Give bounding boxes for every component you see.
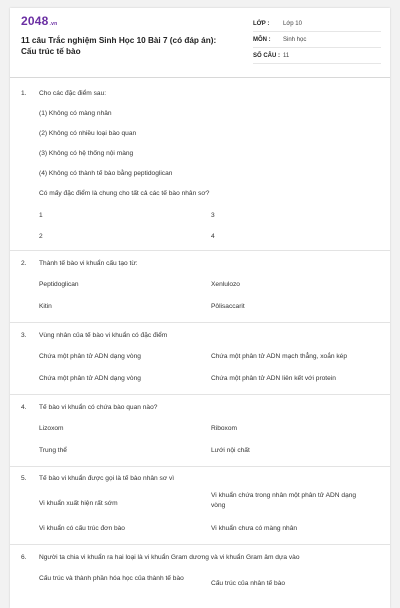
question-text: Tế bào vi khuẩn được gọi là tế bào nhân sơ vì — [39, 475, 175, 482]
answer-option-a[interactable]: 1 — [39, 212, 43, 219]
answer-option-a[interactable]: Lizoxom — [39, 425, 64, 432]
question-number: 4. — [21, 404, 27, 411]
question-text: Cho các đặc điểm sau: — [39, 90, 107, 97]
answer-option-b[interactable]: Xenlulozo — [211, 281, 240, 288]
logo-suffix: .vn — [49, 21, 58, 27]
answer-option-b[interactable]: Cấu trúc của nhân tế bào — [211, 580, 286, 587]
logo-text: 2048 — [21, 14, 49, 28]
meta-row-subject — [253, 32, 381, 48]
question-divider — [10, 544, 390, 545]
statement-line: (4) Không có thành tế bào bằng peptidoglican — [39, 170, 173, 177]
header-divider — [10, 77, 390, 78]
meta-key: MÔN : — [253, 36, 271, 43]
statement-line: (2) Không có nhiều loại bào quan — [39, 130, 137, 137]
question-number: 3. — [21, 332, 27, 339]
meta-table — [253, 16, 381, 64]
meta-row-class — [253, 16, 381, 32]
page-title: 11 câu Trắc nghiệm Sinh Học 10 Bài 7 (có đáp án): Cấu trúc tế bào — [21, 36, 217, 56]
question-divider — [10, 250, 390, 251]
answer-option-d[interactable]: Vi khuẩn chưa có màng nhân — [211, 525, 298, 532]
document-page — [10, 8, 390, 608]
question-divider — [10, 466, 390, 467]
document-header — [10, 8, 390, 72]
answer-option-c[interactable]: Kitin — [39, 303, 52, 310]
question-number: 1. — [21, 90, 27, 97]
answer-option-b[interactable]: Riboxom — [211, 425, 238, 432]
answer-option-d[interactable]: Chứa một phân tử ADN liên kết với protein — [211, 375, 336, 382]
meta-key: LỚP : — [253, 20, 270, 27]
answer-option-b[interactable]: 3 — [211, 212, 215, 219]
answer-option-b[interactable]: Vi khuẩn chứa trong nhân một phân tử ADN dạng vòng — [211, 492, 357, 509]
meta-value: 11 — [283, 52, 290, 59]
question-divider — [10, 394, 390, 395]
answer-option-a[interactable]: Chứa một phân tử ADN dạng vòng — [39, 353, 141, 360]
statement-line: Có mấy đặc điểm là chung cho tất cả các tế bào nhân sơ? — [39, 190, 210, 197]
answer-option-c[interactable]: Trung thể — [39, 447, 67, 454]
statement-line: (3) Không có hệ thống nội màng — [39, 150, 134, 157]
meta-row-count — [253, 48, 381, 64]
question-text: Vùng nhân của tế bào vi khuẩn có đặc điểm — [39, 332, 168, 339]
question-number: 5. — [21, 475, 27, 482]
question-divider — [10, 322, 390, 323]
answer-option-c[interactable]: Chứa một phân tử ADN dạng vòng — [39, 375, 141, 382]
meta-value: Lớp 10 — [283, 20, 302, 27]
site-logo[interactable] — [21, 14, 57, 28]
question-text: Người ta chia vi khuẩn ra hai loại là vi khuẩn Gram dương và vi khuẩn Gram âm dựa vào — [39, 554, 300, 561]
answer-option-d[interactable]: 4 — [211, 233, 215, 240]
statement-line: (1) Không có màng nhân — [39, 110, 112, 117]
answer-option-a[interactable]: Vi khuẩn xuất hiện rất sớm — [39, 500, 118, 507]
answer-option-b[interactable]: Chứa một phân tử ADN mạch thẳng, xoắn kép — [211, 353, 348, 360]
question-number: 6. — [21, 554, 27, 561]
answer-option-c[interactable]: Vi khuẩn có cấu trúc đơn bào — [39, 525, 125, 532]
answer-option-a[interactable]: Cấu trúc và thành phần hóa học của thành tế bào — [39, 575, 184, 582]
answer-option-c[interactable]: 2 — [39, 233, 43, 240]
answer-option-a[interactable]: Peptidoglican — [39, 281, 79, 288]
meta-key: SỐ CÂU : — [253, 52, 280, 59]
question-text: Tế bào vi khuẩn có chứa bào quan nào? — [39, 404, 158, 411]
answer-option-d[interactable]: Lưới nội chất — [211, 447, 250, 454]
question-number: 2. — [21, 260, 27, 267]
question-text: Thành tế bào vi khuẩn cấu tạo từ: — [39, 260, 138, 267]
answer-option-d[interactable]: Pôlisaccarit — [211, 303, 245, 310]
meta-value: Sinh học — [283, 36, 307, 43]
